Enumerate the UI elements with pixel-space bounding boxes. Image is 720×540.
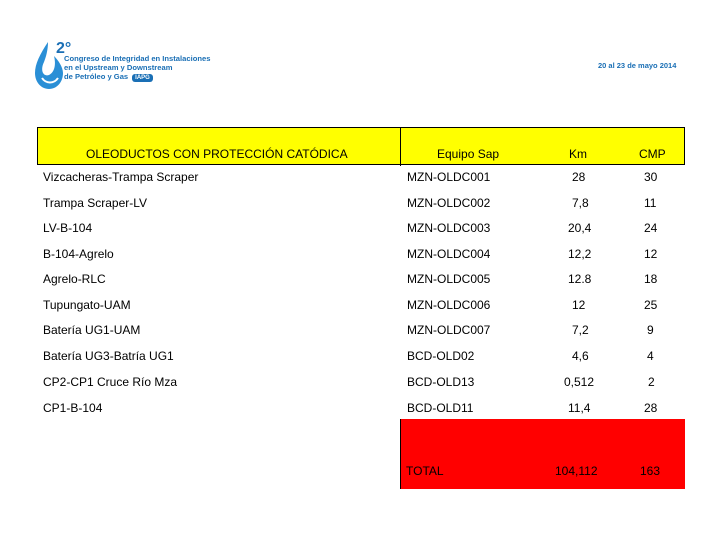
cmp-cell: 9 <box>647 323 654 337</box>
cmp-cell: 4 <box>647 349 654 363</box>
km-cell: 7,8 <box>572 196 589 210</box>
logo-line-2: en el Upstream y Downstream <box>64 63 173 72</box>
header-pipeline: OLEODUCTOS CON PROTECCIÓN CATÓDICA <box>86 147 348 161</box>
cmp-cell: 2 <box>648 375 655 389</box>
cmp-cell: 11 <box>644 196 657 210</box>
cmp-cell: 18 <box>644 272 658 286</box>
header-divider <box>400 128 401 166</box>
km-cell: 0,512 <box>564 375 595 389</box>
logo-number: 2° <box>56 40 72 57</box>
equipo-cell: MZN-OLDC007 <box>407 323 491 337</box>
header-cmp: CMP <box>639 147 666 161</box>
km-cell: 28 <box>572 170 586 184</box>
total-divider <box>400 419 401 489</box>
cmp-cell: 28 <box>644 401 658 415</box>
pipeline-cell: LV-B-104 <box>43 221 93 235</box>
cmp-cell: 30 <box>644 170 658 184</box>
equipo-cell: BCD-OLD13 <box>407 375 475 389</box>
pipeline-cell: Trampa Scraper-LV <box>43 196 148 210</box>
table-header <box>37 127 685 165</box>
km-cell: 12 <box>572 298 586 312</box>
km-cell: 7,2 <box>572 323 589 337</box>
iapg-badge: IAPG <box>132 74 153 82</box>
pipeline-cell: Agrelo-RLC <box>43 272 106 286</box>
header-equipo-sap: Equipo Sap <box>437 147 500 161</box>
header-km: Km <box>569 147 587 161</box>
km-cell: 12,2 <box>568 247 592 261</box>
congress-logo <box>34 40 234 94</box>
pipeline-cell: Vizcacheras-Trampa Scraper <box>43 170 199 184</box>
total-cmp: 163 <box>640 464 661 478</box>
pipeline-cell: Tupungato-UAM <box>43 298 131 312</box>
logo-text <box>64 54 210 82</box>
pipeline-cell: Batería UG1-UAM <box>43 323 141 337</box>
cmp-cell: 25 <box>644 298 658 312</box>
equipo-cell: MZN-OLDC006 <box>407 298 491 312</box>
pipeline-cell: CP2-CP1 Cruce Río Mza <box>43 375 178 389</box>
logo-line-3: de Petróleo y Gas IAPG <box>64 72 210 82</box>
km-cell: 20,4 <box>568 221 592 235</box>
cmp-cell: 24 <box>644 221 658 235</box>
km-cell: 11,4 <box>568 401 591 415</box>
equipo-cell: BCD-OLD02 <box>407 349 475 363</box>
pipeline-cell: CP1-B-104 <box>43 401 103 415</box>
equipo-cell: BCD-OLD11 <box>407 401 474 415</box>
equipo-cell: MZN-OLDC001 <box>407 170 491 184</box>
event-date: 20 al 23 de mayo 2014 <box>598 61 677 70</box>
km-cell: 12.8 <box>568 272 592 286</box>
cmp-cell: 12 <box>644 247 658 261</box>
equipo-cell: MZN-OLDC003 <box>407 221 491 235</box>
equipo-cell: MZN-OLDC004 <box>407 247 491 261</box>
total-label: TOTAL <box>406 464 444 478</box>
equipo-cell: MZN-OLDC002 <box>407 196 491 210</box>
total-km: 104,112 <box>555 464 598 478</box>
pipeline-cell: B-104-Agrelo <box>43 247 114 261</box>
km-cell: 4,6 <box>572 349 589 363</box>
equipo-cell: MZN-OLDC005 <box>407 272 491 286</box>
pipeline-cell: Batería UG3-Batría UG1 <box>43 349 174 363</box>
total-row <box>400 419 685 489</box>
logo-line-1: Congreso de Integridad en Instalaciones <box>64 54 211 63</box>
